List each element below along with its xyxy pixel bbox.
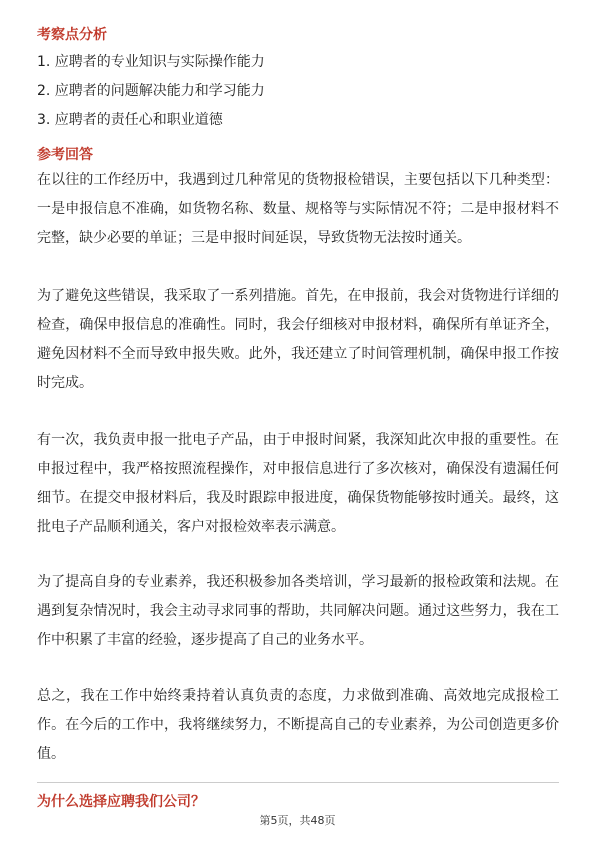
analysis-item-1: 1. 应聘者的专业知识与实际操作能力 <box>37 54 265 70</box>
page-number: 第5页，共48页 <box>259 814 336 827</box>
section-divider <box>37 782 559 783</box>
next-question-heading: 为什么选择应聘我们公司？ <box>37 794 205 810</box>
answer-paragraph-3: 有一次，我负责申报一批电子产品，由于申报时间紧，我深知此次申报的重要性。在申报过程中，我严格按照流程操作，对申报信息进行了多次核对，确保没有遗漏任何细节。在提交申报材料后，我及时跟踪申报进度，确保货物能够按时通关。最终，这批电子产品顺利通关，客户对报检效率表示满意。 <box>37 432 559 535</box>
answer-paragraph-5: 总之，我在工作中始终秉持着认真负责的态度，力求做到准确、高效地完成报检工作。在今后的工作中，我将继续努力，不断提高自己的专业素养，为公司创造更多价值。 <box>37 688 559 762</box>
analysis-item-2: 2. 应聘者的问题解决能力和学习能力 <box>37 83 265 99</box>
analysis-item-3: 3. 应聘者的责任心和职业道德 <box>37 112 223 128</box>
answer-paragraph-1: 在以往的工作经历中，我遇到过几种常见的货物报检错误，主要包括以下几种类型：一是申报信息不准确，如货物名称、数量、规格等与实际情况不符；二是申报材料不完整，缺少必要的单证；三是申报时间延误，导致货物无法按时通关。 <box>37 172 559 246</box>
answer-paragraph-4: 为了提高自身的专业素养，我还积极参加各类培训，学习最新的报检政策和法规。在遇到复杂情况时，我会主动寻求同事的帮助，共同解决问题。通过这些努力，我在工作中积累了丰富的经验，逐步提高了自己的业务水平。 <box>37 574 559 648</box>
answer-heading: 参考回答 <box>37 147 93 163</box>
analysis-heading: 考察点分析 <box>37 27 107 43</box>
answer-paragraph-2: 为了避免这些错误，我采取了一系列措施。首先，在申报前，我会对货物进行详细的检查，确保申报信息的准确性。同时，我会仔细核对申报材料，确保所有单证齐全，避免因材料不全而导致申报失败。此外，我还建立了时间管理机制，确保申报工作按时完成。 <box>37 288 559 391</box>
